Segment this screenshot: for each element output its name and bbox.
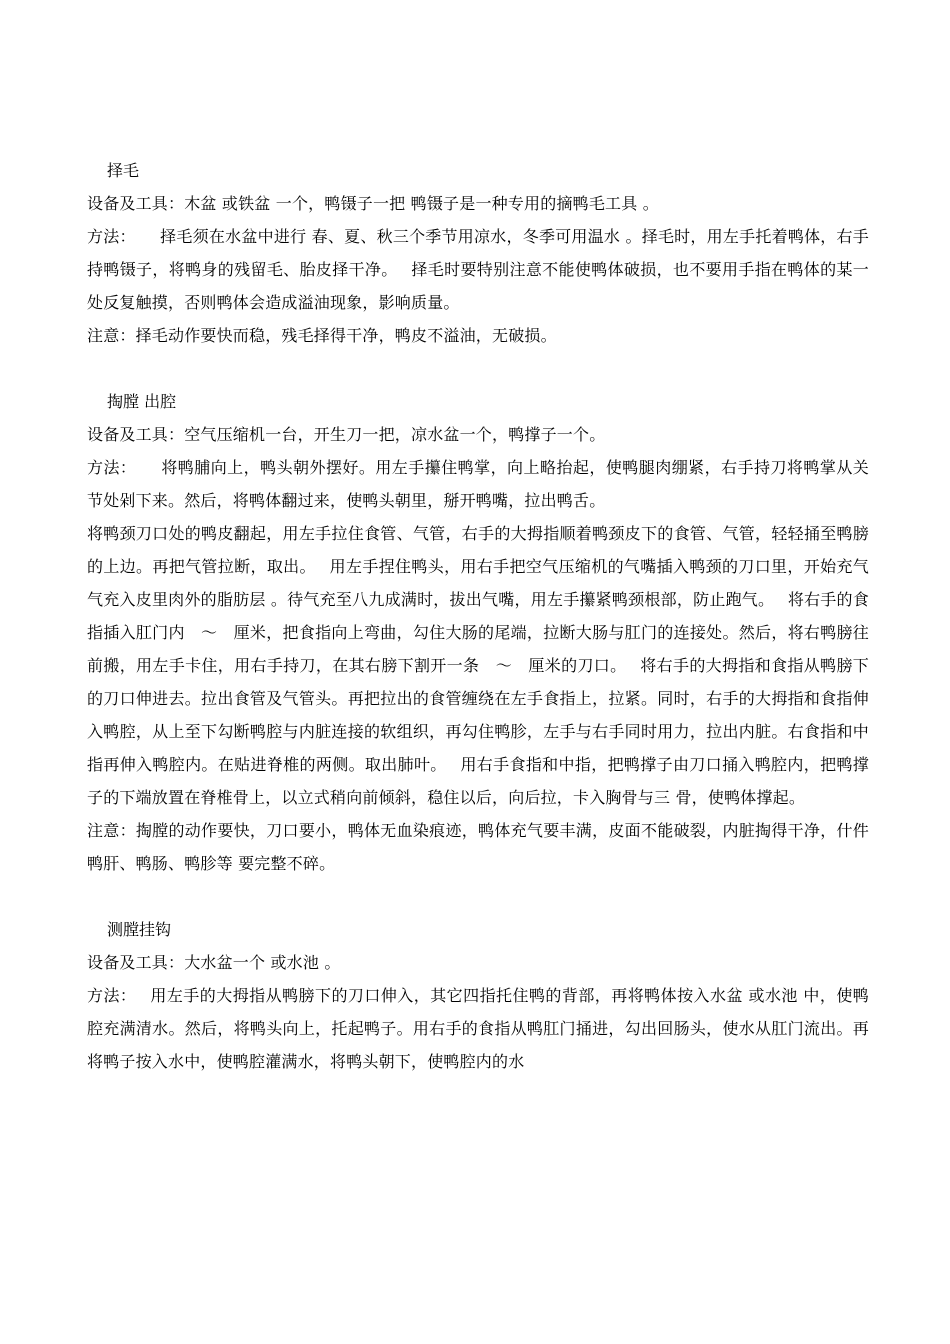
document-page bbox=[87, 154, 869, 1078]
section-rinsing-hooking bbox=[87, 913, 869, 1078]
paragraph-method: 方法： 择毛须在水盆中进行 春、夏、秋三个季节用凉水，冬季可用温水 。择毛时，用左手托着鸭体，右手持鸭镊子，将鸭身的残留毛、胎皮择干净。 择毛时要特别注意不能使鸭体破损，也不要用手指在鸭体的某一处反复触摸，否则鸭体会造成溢油现象，影响质量。 bbox=[87, 227, 869, 312]
paragraph-method: 方法： 用左手的大拇指从鸭膀下的刀口伸入，其它四指托住鸭的背部，再将鸭体按入水盆 或水池 中，使鸭腔充满清水。然后，将鸭头向上，托起鸭子。用右手的食指从鸭肛门捅进，勾出回肠头，使水从肛门流出。再将鸭子按入水中，使鸭腔灌满水，将鸭头朝下，使鸭腔内的水 bbox=[87, 986, 869, 1071]
section-spacer bbox=[87, 880, 869, 913]
paragraph-tools: 设备及工具：木盆 或铁盆 一个，鸭镊子一把 鸭镊子是一种专用的摘鸭毛工具 。 bbox=[87, 194, 659, 213]
paragraph-tools: 设备及工具：空气压缩机一台，开生刀一把，凉水盆一个，鸭撑子一个。 bbox=[87, 425, 606, 444]
section-plucking bbox=[87, 154, 869, 352]
paragraph-tools: 设备及工具：大水盆一个 或水池 。 bbox=[87, 953, 341, 972]
section-title: 掏膛 出腔 bbox=[107, 392, 177, 411]
section-spacer bbox=[87, 352, 869, 385]
section-title: 择毛 bbox=[107, 161, 140, 180]
paragraph-method: 方法： 将鸭脯向上，鸭头朝外摆好。用左手攥住鸭掌，向上略抬起，使鸭腿肉绷紧，右手持刀将鸭掌从关节处剁下来。然后，将鸭体翻过来，使鸭头朝里，掰开鸭嘴，拉出鸭舌。 bbox=[87, 458, 869, 510]
paragraph-note: 注意：择毛动作要快而稳，残毛择得干净，鸭皮不溢油，无破损。 bbox=[87, 326, 557, 345]
paragraph-method-continued: 将鸭颈刀口处的鸭皮翻起，用左手拉住食管、气管，右手的大拇指顺着鸭颈皮下的食管、气管，轻轻捅至鸭膀的上边。再把气管拉断，取出。 用左手捏住鸭头，用右手把空气压缩机的气嘴插入鸭颈的刀口里，开始充气 气充入皮里肉外的脂肪层 。待气充至八九成满时，拔出气嘴，用左手攥紧鸭颈根部，防止跑气。 将右手的食指插入肛门内 ～ 厘米，把食指向上弯曲，勾住大肠的尾端，拉断大肠与肛门的连接处。然后，将右鸭膀往前搬，用左手卡住，用右手持刀，在其右膀下割开一条 ～ 厘米的刀口。 将右手的大拇指和食指从鸭膀下的刀口伸进去。拉出食管及气管头。再把拉出的食管缠绕在左手食指上，拉紧。同时，右手的大拇指和食指伸入鸭腔，从上至下勾断鸭腔与内脏连接的软组织，再勾住鸭胗，左手与右手同时用力，拉出内脏。右食指和中指再伸入鸭腔内。在贴进脊椎的两侧。取出肺叶。 用右手食指和中指，把鸭撑子由刀口捅入鸭腔内，把鸭撑子的下端放置在脊椎骨上，以立式稍向前倾斜，稳住以后，向后拉，卡入胸骨与三 骨，使鸭体撑起。 bbox=[87, 524, 869, 807]
section-eviscerating bbox=[87, 385, 869, 880]
section-title: 测膛挂钩 bbox=[107, 920, 172, 939]
paragraph-note: 注意：掏膛的动作要快，刀口要小，鸭体无血染痕迹，鸭体充气要丰满，皮面不能破裂，内脏掏得干净，什件 鸭肝、鸭肠、鸭胗等 要完整不碎。 bbox=[87, 821, 869, 873]
